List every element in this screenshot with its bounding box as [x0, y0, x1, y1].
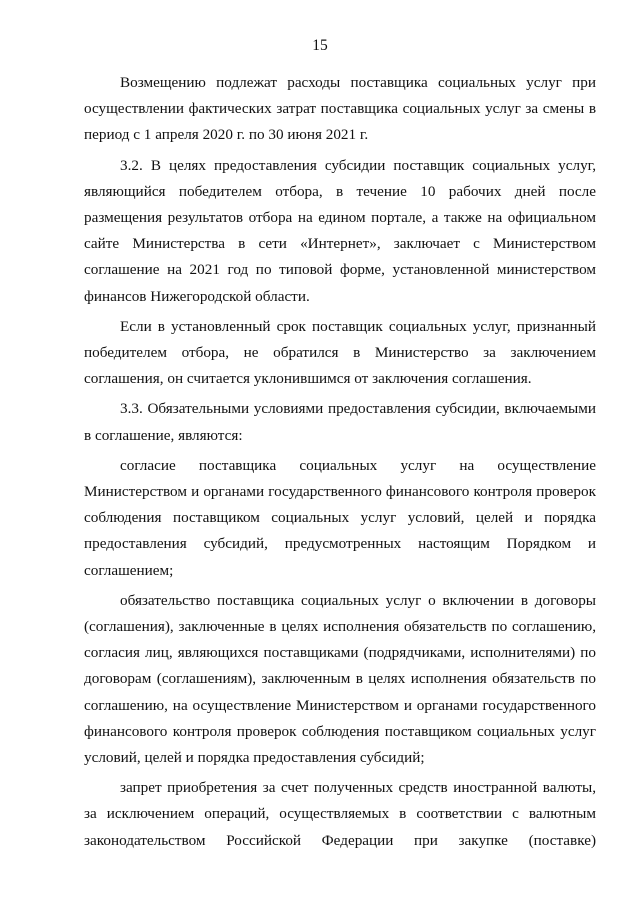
paragraph-3-3: 3.3. Обязательными условиями предоставления субсидии, включаемыми в соглашение, являются:: [84, 400, 596, 444]
paragraph-consent: согласие поставщика социальных услуг на осуществление Министерством и органами государственного финансового контроля проверок соблюдения поставщиком социальных услуг условий, целей и порядка предоставления субсидий, предусмотренных настоящим Порядком и соглашением;: [84, 456, 596, 579]
paragraph-reimbursement: Возмещению подлежат расходы поставщика социальных услуг при осуществлении фактических затрат поставщика социальных услуг за смены в период с 1 апреля 2020 г. по 30 июня 2021 г.: [84, 74, 596, 144]
page-number: 15: [312, 37, 328, 54]
paragraph-3-2: 3.2. В целях предоставления субсидии поставщик социальных услуг, являющийся победителем отбора, в течение 10 рабочих дней после размещения результатов отбора на едином портале, а также на официальном сайте Министерства в сети «Интернет», заключает с Министерством соглашение на 2021 год по типовой форме, установленной министерством финансов Нижегородской области.: [84, 156, 596, 305]
paragraph-currency-ban: запрет приобретения за счет полученных средств иностранной валюты, за исключением операций, осуществляемых в соответствии с валютным законодательством Российской Федерации при закупке (поставке): [84, 779, 596, 849]
paragraph-evasion: Если в установленный срок поставщик социальных услуг, признанный победителем отбора, не обратился в Министерство за заключением соглашения, он считается уклонившимся от заключения соглашения.: [84, 317, 596, 388]
document-body: [84, 70, 596, 854]
paragraph-obligation: обязательство поставщика социальных услуг о включении в договоры (соглашения), заключенные в целях исполнения обязательств по соглашению, согласия лиц, являющихся поставщиками (подрядчиками, исполнителями) по договорам (соглашениям), заключенным в целях исполнения обязательств по соглашению, на осуществление Министерством и органами государственного финансового контроля проверок соблюдения поставщиком социальных услуг условий, целей и порядка предоставления субсидий;: [84, 591, 596, 767]
